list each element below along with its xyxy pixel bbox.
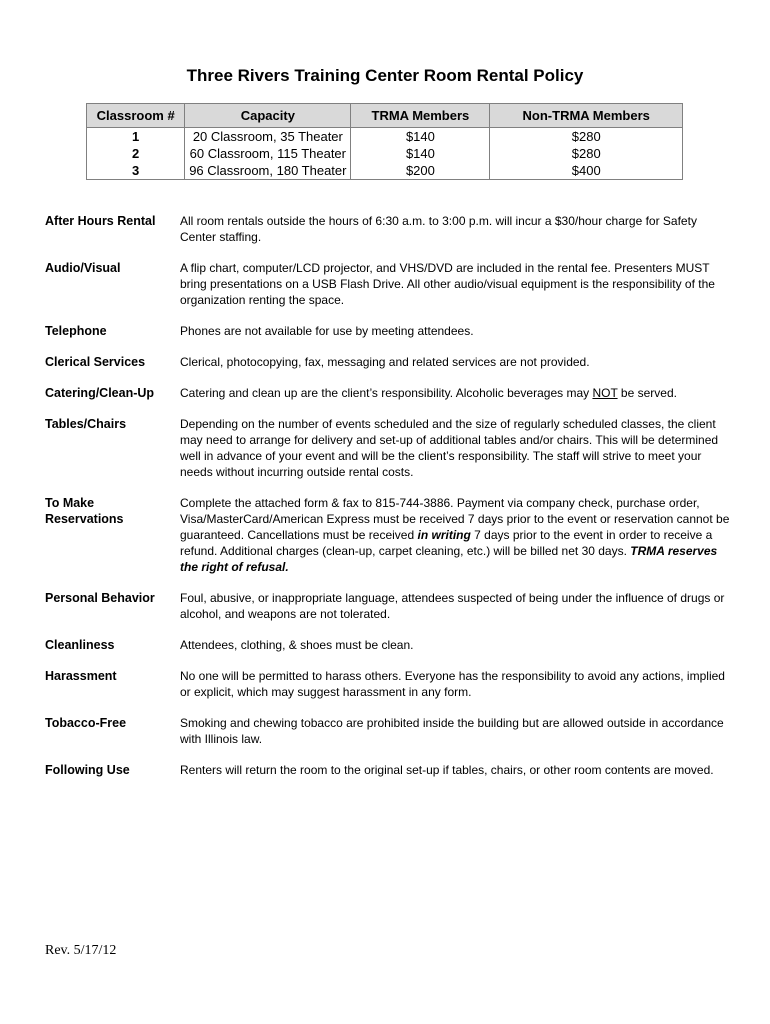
policy-harassment bbox=[45, 668, 735, 700]
policy-emphasis: NOT bbox=[592, 386, 618, 400]
policy-telephone bbox=[45, 323, 735, 339]
table-row bbox=[87, 145, 683, 162]
policy-label: Personal Behavior bbox=[45, 591, 155, 605]
policy-cleanliness bbox=[45, 637, 735, 653]
policy-audio-visual bbox=[45, 260, 735, 308]
non-member-rate-cell: $280 bbox=[490, 145, 683, 162]
policy-text bbox=[180, 385, 730, 401]
capacity-cell: 20 Classroom, 35 Theater bbox=[185, 128, 351, 146]
policy-tables-chairs bbox=[45, 416, 735, 480]
policy-text-part: 7 days prior to the event in order to receive a refund. Additional charges (clean-up, carpet cleaning, etc.) will be billed net 30 days. bbox=[180, 528, 713, 558]
policy-behavior bbox=[45, 590, 735, 622]
member-rate-cell: $200 bbox=[351, 162, 490, 180]
policy-clerical bbox=[45, 354, 735, 370]
classroom-number: 1 bbox=[87, 128, 185, 146]
policy-label: Telephone bbox=[45, 324, 107, 338]
policy-sections bbox=[45, 213, 735, 793]
policy-label: Tables/Chairs bbox=[45, 417, 127, 431]
policy-text: Attendees, clothing, & shoes must be clean. bbox=[180, 638, 414, 652]
policy-label: Cleanliness bbox=[45, 638, 115, 652]
policy-text: A flip chart, computer/LCD projector, and VHS/DVD are included in the rental fee. Presenters MUST bring presentations on a USB Flash Drive. All other audio/visual equipment is the responsibility of the organization renting the space. bbox=[180, 261, 715, 307]
policy-text-part: be served. bbox=[617, 386, 677, 400]
policy-text-part: Catering and clean up are the client’s responsibility. Alcoholic beverages may bbox=[180, 386, 593, 400]
policy-text: Foul, abusive, or inappropriate language, attendees suspected of being under the influence of drugs or alcohol, and weapons are not tolerated. bbox=[180, 591, 725, 621]
header-non-trma-members: Non-TRMA Members bbox=[490, 104, 683, 128]
classroom-number: 2 bbox=[87, 145, 185, 162]
policy-label: Following Use bbox=[45, 763, 130, 777]
page-title: Three Rivers Training Center Room Rental Policy bbox=[186, 66, 584, 85]
policy-emphasis: in writing bbox=[417, 528, 471, 542]
table-row bbox=[87, 128, 683, 146]
policy-text-part: Complete the attached form & fax to 815-744-3886. Payment via company check, purchase order, Visa/MasterCard/American Express must be received 7 days prior to the event or reservation cannot be guaranteed. Cancellations must be received bbox=[180, 496, 730, 542]
policy-text: Clerical, photocopying, fax, messaging and related services are not provided. bbox=[180, 355, 590, 369]
rate-table bbox=[86, 103, 683, 180]
header-classroom: Classroom # bbox=[87, 104, 185, 128]
policy-text bbox=[180, 495, 730, 575]
header-trma-members: TRMA Members bbox=[351, 104, 490, 128]
policy-emphasis: TRMA reserves the right of refusal. bbox=[180, 544, 718, 574]
member-rate-cell: $140 bbox=[351, 145, 490, 162]
policy-label: After Hours Rental bbox=[45, 214, 156, 228]
classroom-number: 3 bbox=[87, 162, 185, 180]
policy-text: Depending on the number of events scheduled and the size of regularly scheduled classes, the client may need to arrange for delivery and set-up of additional tables and/or chairs. This will be determined well in advance of your event and will be the client’s responsibility. The staff will strive to meet your needs without incurring outside rental costs. bbox=[180, 417, 719, 479]
policy-label: Clerical Services bbox=[45, 355, 146, 369]
policy-text: Smoking and chewing tobacco are prohibited inside the building but are allowed outside in accordance with Illinois law. bbox=[180, 716, 724, 746]
policy-label: To Make Reservations bbox=[45, 496, 124, 526]
policy-reservations bbox=[45, 495, 735, 575]
header-capacity: Capacity bbox=[185, 104, 351, 128]
policy-text: No one will be permitted to harass others. Everyone has the responsibility to avoid any actions, implied or explicit, which may suggest harassment in any form. bbox=[180, 669, 725, 699]
policy-text: All room rentals outside the hours of 6:30 a.m. to 3:00 p.m. will incur a $30/hour charge for Safety Center staffing. bbox=[180, 214, 697, 244]
policy-label: Catering/Clean-Up bbox=[45, 386, 155, 400]
non-member-rate-cell: $400 bbox=[490, 162, 683, 180]
table-row bbox=[87, 162, 683, 180]
capacity-cell: 96 Classroom, 180 Theater bbox=[185, 162, 351, 180]
revision-date: Rev. 5/17/12 bbox=[45, 943, 117, 958]
policy-following-use bbox=[45, 762, 735, 778]
policy-tobacco bbox=[45, 715, 735, 747]
capacity-cell: 60 Classroom, 115 Theater bbox=[185, 145, 351, 162]
non-member-rate-cell: $280 bbox=[490, 128, 683, 146]
policy-text: Phones are not available for use by meeting attendees. bbox=[180, 324, 474, 338]
member-rate-cell: $140 bbox=[351, 128, 490, 146]
policy-label: Harassment bbox=[45, 669, 117, 683]
policy-label: Audio/Visual bbox=[45, 261, 121, 275]
policy-label: Tobacco-Free bbox=[45, 716, 127, 730]
policy-after-hours bbox=[45, 213, 735, 245]
rate-table-header bbox=[87, 104, 683, 128]
policy-catering bbox=[45, 385, 735, 401]
policy-text: Renters will return the room to the original set-up if tables, chairs, or other room contents are moved. bbox=[180, 763, 714, 777]
